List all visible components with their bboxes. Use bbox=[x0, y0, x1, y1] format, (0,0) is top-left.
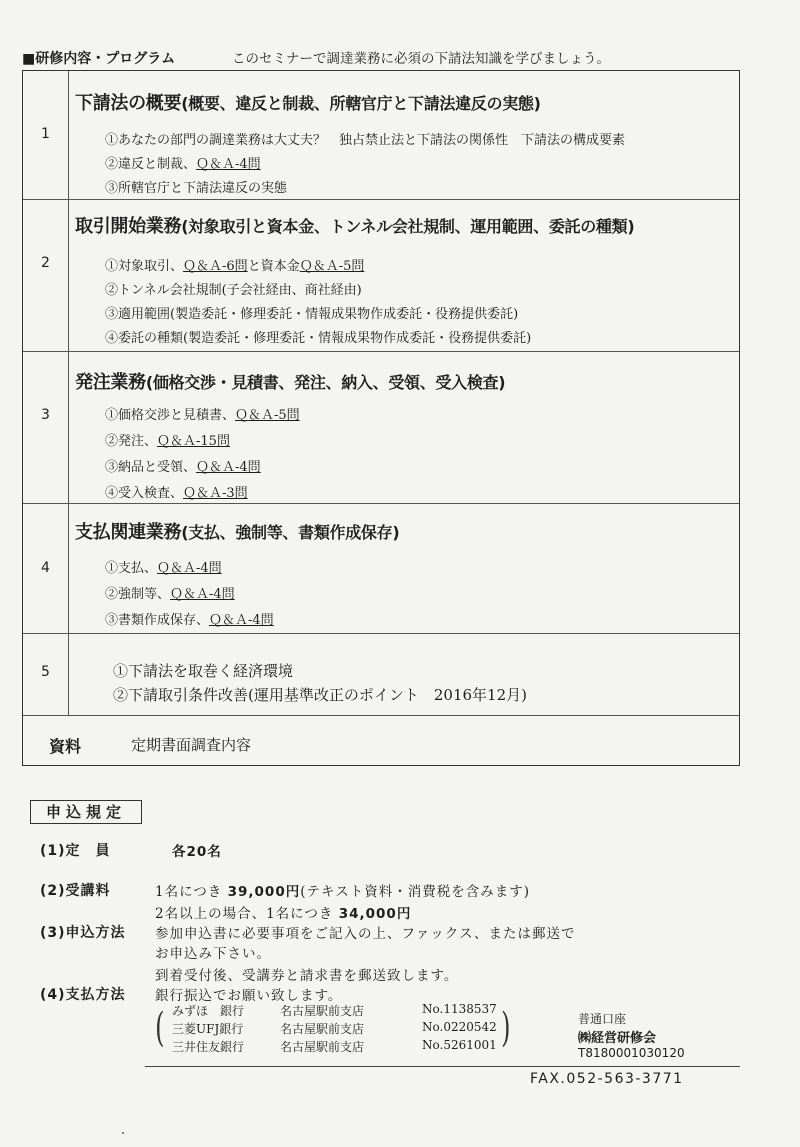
program-row-1 bbox=[23, 71, 739, 200]
fee-line-1: 1名につき 39,000円(テキスト資料・消費税を含みます) bbox=[155, 884, 530, 900]
row-number: 3 bbox=[23, 352, 69, 503]
row-item: ①対象取引、Ｑ＆Ａ-6問と資本金Ｑ＆Ａ-5問 bbox=[105, 259, 365, 274]
qa-count: Ｑ＆Ａ-6問 bbox=[183, 259, 248, 274]
qa-count: Ｑ＆Ａ-4問 bbox=[157, 561, 222, 576]
row-item: ①支払、Ｑ＆Ａ-4問 bbox=[105, 561, 222, 576]
payment-label: (4)支払方法 bbox=[40, 987, 126, 1003]
fax-number: FAX.052-563-3771 bbox=[530, 1071, 684, 1087]
row-item: ②下請取引条件改善(運用基準改正のポイント 2016年12月) bbox=[113, 686, 527, 704]
row-item: ③書類作成保存、Ｑ＆Ａ-4問 bbox=[105, 613, 274, 628]
capacity-label: (1)定 員 bbox=[40, 843, 111, 859]
qa-count: Ｑ＆Ａ-4問 bbox=[170, 587, 235, 602]
row-item: ①あなたの部門の調達業務は大丈夫？ 独占禁止法と下請法の関係性 下請法の構成要素 bbox=[105, 133, 626, 148]
fee-label: (2)受講料 bbox=[40, 883, 111, 899]
qa-count: Ｑ＆Ａ-5問 bbox=[235, 408, 300, 423]
fee-amount-group: 34,000円 bbox=[338, 906, 412, 922]
reference-row bbox=[23, 716, 739, 767]
seminar-intro: このセミナーで調達業務に必須の下請法知識を学びましょう。 bbox=[232, 51, 610, 67]
row-item: ②強制等、Ｑ＆Ａ-4問 bbox=[105, 587, 235, 602]
row-item: ③納品と受領、Ｑ＆Ａ-4問 bbox=[105, 460, 261, 475]
fee-line-2: 2名以上の場合、1名につき 34,000円 bbox=[155, 906, 412, 922]
section-label: ■研修内容・プログラム bbox=[22, 51, 176, 67]
qa-count: Ｑ＆Ａ-5問 bbox=[299, 259, 365, 274]
company-name: ㈱経営研修会 bbox=[578, 1031, 657, 1046]
program-row-2 bbox=[23, 200, 739, 352]
qa-count: Ｑ＆Ａ-3問 bbox=[183, 486, 248, 501]
method-line-1: 参加申込書に必要事項をご記入の上、ファックス、または郵送で bbox=[155, 926, 576, 942]
program-row-4 bbox=[23, 504, 739, 634]
reference-value: 定期書面調査内容 bbox=[131, 736, 252, 754]
registration-number: T8180001030120 bbox=[578, 1046, 685, 1060]
program-table bbox=[22, 70, 740, 766]
row-number: 4 bbox=[23, 504, 69, 633]
account-type: 普通口座 bbox=[578, 1012, 627, 1026]
capacity-value: 各20名 bbox=[172, 844, 222, 860]
bank-list: ( ) みずほ 銀行 名古屋駅前支店 No.1138537 三菱UFJ銀行 名古屋駅前支店 No.0220542 三井住友銀行 名古屋駅前支店 No.5261001 bbox=[155, 1002, 511, 1054]
program-row-3 bbox=[23, 352, 739, 504]
row-item: ①下請法を取巻く経済環境 bbox=[113, 662, 294, 680]
divider bbox=[145, 1066, 740, 1067]
row-title: 支払関連業務(支払、強制等、書類作成保存) bbox=[75, 522, 400, 543]
row-item: ③適用範囲(製造委託・修理委託・情報成果物作成委託・役務提供委託) bbox=[105, 307, 519, 322]
row-item: ②発注、Ｑ＆Ａ-15問 bbox=[105, 434, 230, 449]
row-item: ①価格交渉と見積書、Ｑ＆Ａ-5問 bbox=[105, 408, 300, 423]
reference-label: 資料 bbox=[49, 737, 82, 756]
qa-count: Ｑ＆Ａ-15問 bbox=[157, 434, 230, 449]
payment-line-1: 銀行振込でお願い致します。 bbox=[155, 988, 343, 1004]
qa-count: Ｑ＆Ａ-4問 bbox=[196, 460, 261, 475]
qa-count: Ｑ＆Ａ-4問 bbox=[196, 157, 261, 172]
row-title: 発注業務(価格交渉・見積書、発注、納入、受領、受入検査) bbox=[75, 372, 506, 393]
row-item: ④委託の種類(製造委託・修理委託・情報成果物作成委託・役務提供委託) bbox=[105, 331, 532, 346]
row-title: 取引開始業務(対象取引と資本金、トンネル会社規制、運用範囲、委託の種類) bbox=[75, 216, 635, 237]
application-heading: 申込規定 bbox=[30, 800, 142, 824]
fee-amount-single: 39,000円 bbox=[227, 884, 301, 900]
row-title: 下請法の概要(概要、違反と制裁、所轄官庁と下請法違反の実態) bbox=[75, 93, 541, 114]
program-header bbox=[22, 48, 762, 70]
row-item: ②トンネル会社規制(子会社経由、商社経由) bbox=[105, 283, 362, 298]
row-item: ④受入検査、Ｑ＆Ａ-3問 bbox=[105, 486, 248, 501]
row-number: 1 bbox=[23, 71, 69, 199]
left-paren: ( bbox=[155, 1005, 165, 1051]
row-item: ②違反と制裁、Ｑ＆Ａ-4問 bbox=[105, 157, 261, 172]
method-line-2: お申込み下さい。 bbox=[155, 946, 271, 962]
scan-speck bbox=[122, 1132, 124, 1134]
method-label: (3)申込方法 bbox=[40, 925, 126, 941]
program-row-5 bbox=[23, 634, 739, 716]
row-number: 2 bbox=[23, 200, 69, 351]
qa-count: Ｑ＆Ａ-4問 bbox=[209, 613, 274, 628]
row-item: ③所轄官庁と下請法違反の実態 bbox=[105, 181, 288, 196]
method-line-3: 到着受付後、受講券と請求書を郵送致します。 bbox=[155, 968, 459, 984]
right-paren: ) bbox=[501, 1005, 511, 1051]
row-number: 5 bbox=[23, 634, 69, 715]
